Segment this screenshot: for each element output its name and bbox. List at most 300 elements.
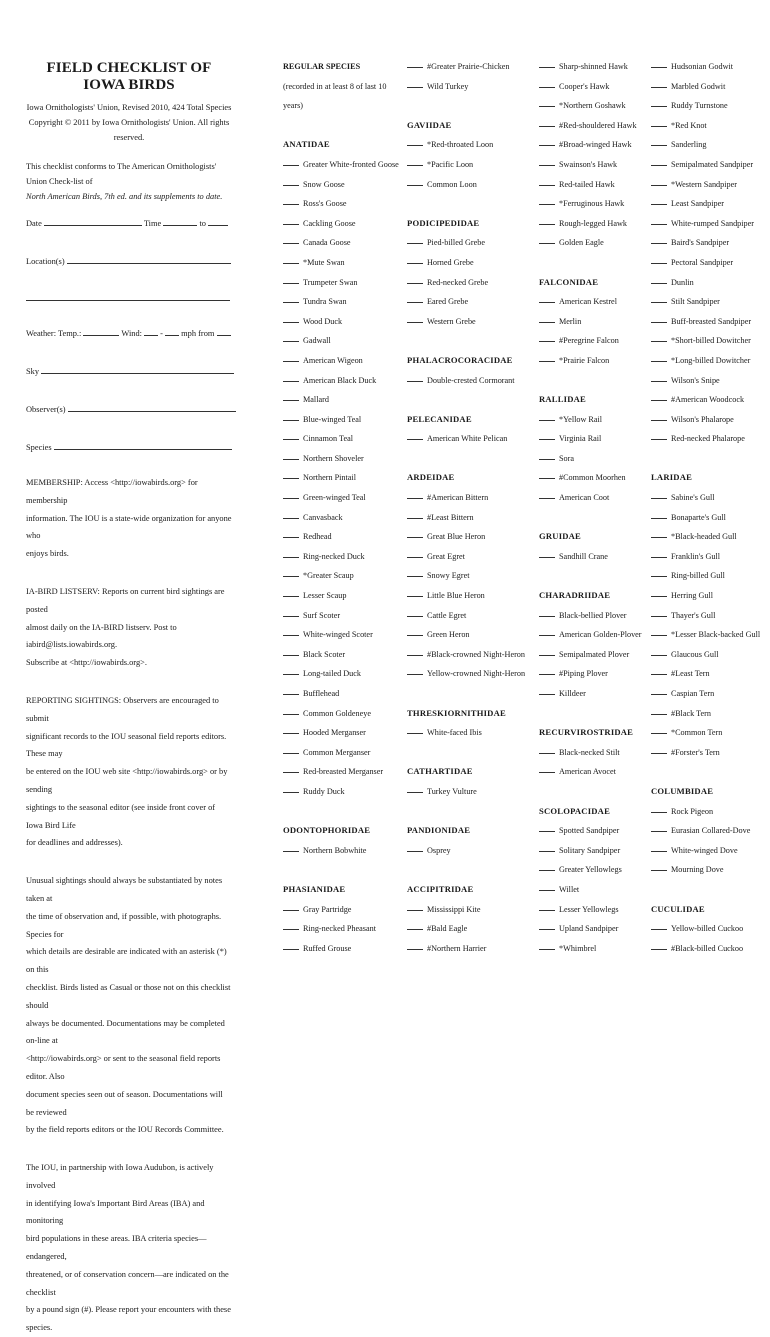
checkbox-line[interactable] [539, 214, 555, 225]
species-row[interactable] [539, 664, 644, 684]
observers-input-line[interactable] [68, 403, 236, 412]
checkbox-line[interactable] [539, 625, 555, 636]
species-row[interactable] [283, 273, 395, 293]
species-row[interactable] [539, 547, 644, 567]
species-row[interactable] [539, 821, 644, 841]
species-row[interactable] [651, 684, 763, 704]
checkbox-line[interactable] [283, 566, 299, 577]
spacer [651, 762, 763, 782]
species-row[interactable] [407, 253, 529, 273]
species-row[interactable] [651, 371, 763, 391]
checkbox-line[interactable] [651, 743, 667, 754]
species-row[interactable] [283, 566, 395, 586]
species-row[interactable] [539, 233, 644, 253]
species-row[interactable] [407, 645, 529, 665]
checkbox-line[interactable] [539, 312, 555, 323]
species-row[interactable] [283, 233, 395, 253]
species-row[interactable] [651, 155, 763, 175]
wind-max-input-line[interactable] [165, 327, 179, 336]
species-row[interactable] [651, 292, 763, 312]
checkbox-line[interactable] [651, 645, 667, 656]
checkbox-line[interactable] [283, 468, 299, 479]
checkbox-line[interactable] [283, 625, 299, 636]
species-row[interactable] [651, 253, 763, 273]
species-row[interactable] [407, 175, 529, 195]
species-row[interactable] [539, 939, 644, 959]
species-row[interactable] [407, 664, 529, 684]
species-row[interactable] [651, 488, 763, 508]
checkbox-line[interactable] [539, 664, 555, 675]
species-row[interactable] [283, 704, 395, 724]
checkbox-line[interactable] [407, 606, 423, 617]
species-row[interactable] [407, 429, 529, 449]
checkbox-line[interactable] [407, 312, 423, 323]
species-row[interactable] [651, 527, 763, 547]
species-row[interactable] [651, 96, 763, 116]
checkbox-line[interactable] [539, 939, 555, 950]
checkbox-line[interactable] [283, 919, 299, 930]
checkbox-line[interactable] [283, 841, 299, 852]
species-row[interactable] [283, 468, 395, 488]
species-row[interactable] [539, 410, 644, 430]
location-extra-input-line[interactable] [26, 292, 230, 301]
checkbox-line[interactable] [539, 900, 555, 911]
species-row[interactable] [407, 77, 529, 97]
checkbox-line[interactable] [539, 762, 555, 773]
weather-field[interactable] [26, 327, 232, 338]
checkbox-line[interactable] [651, 547, 667, 558]
checkbox-line[interactable] [283, 390, 299, 401]
checkbox-line[interactable] [539, 821, 555, 832]
checkbox-line[interactable] [283, 939, 299, 950]
checkbox-line[interactable] [539, 429, 555, 440]
species-row[interactable] [539, 488, 644, 508]
checkbox-line[interactable] [539, 410, 555, 421]
checkbox-line[interactable] [651, 253, 667, 264]
species-row[interactable] [539, 135, 644, 155]
checkbox-line[interactable] [283, 684, 299, 695]
checkbox-line[interactable] [651, 586, 667, 597]
species-row[interactable] [407, 586, 529, 606]
location-extra-field[interactable] [26, 292, 232, 303]
species-row[interactable] [651, 194, 763, 214]
time-end-input-line[interactable] [208, 217, 228, 226]
species-row[interactable] [283, 312, 395, 332]
checkbox-line[interactable] [539, 547, 555, 558]
species-row[interactable] [539, 429, 644, 449]
checkbox-line[interactable] [539, 331, 555, 342]
checkbox-line[interactable] [651, 175, 667, 186]
species-row[interactable] [651, 939, 763, 959]
checkbox-line[interactable] [283, 175, 299, 186]
date-time-field[interactable] [26, 217, 232, 228]
checkbox-line[interactable] [651, 488, 667, 499]
checkbox-line[interactable] [283, 292, 299, 303]
species-row[interactable] [651, 723, 763, 743]
species-row[interactable] [539, 880, 644, 900]
checkbox-line[interactable] [283, 449, 299, 460]
species-row[interactable] [283, 214, 395, 234]
checkbox-line[interactable] [539, 194, 555, 205]
species-row[interactable] [407, 488, 529, 508]
checkbox-line[interactable] [651, 919, 667, 930]
species-row[interactable] [283, 253, 395, 273]
checkbox-line[interactable] [283, 664, 299, 675]
species-row[interactable] [539, 194, 644, 214]
species-row[interactable] [283, 684, 395, 704]
species-row[interactable] [407, 606, 529, 626]
species-row[interactable] [539, 684, 644, 704]
checkbox-line[interactable] [283, 606, 299, 617]
checkbox-line[interactable] [539, 96, 555, 107]
species-row[interactable] [283, 371, 395, 391]
checkbox-line[interactable] [407, 508, 423, 519]
species-row[interactable] [651, 919, 763, 939]
checkbox-line[interactable] [283, 782, 299, 793]
species-row[interactable] [651, 508, 763, 528]
species-row[interactable] [651, 135, 763, 155]
checkbox-line[interactable] [651, 390, 667, 401]
species-row[interactable] [651, 841, 763, 861]
species-row[interactable] [407, 939, 529, 959]
species-row[interactable] [283, 664, 395, 684]
checkbox-line[interactable] [651, 704, 667, 715]
date-input-line[interactable] [44, 217, 142, 226]
checkbox-line[interactable] [407, 135, 423, 146]
checkbox-line[interactable] [539, 743, 555, 754]
species-row[interactable] [651, 312, 763, 332]
species-row[interactable] [407, 292, 529, 312]
checkbox-line[interactable] [407, 429, 423, 440]
checkbox-line[interactable] [283, 214, 299, 225]
checkbox-line[interactable] [651, 684, 667, 695]
checkbox-line[interactable] [407, 919, 423, 930]
checkbox-line[interactable] [283, 351, 299, 362]
checkbox-line[interactable] [539, 468, 555, 479]
checkbox-line[interactable] [283, 273, 299, 284]
species-row[interactable] [283, 527, 395, 547]
species-row[interactable] [283, 586, 395, 606]
species-row[interactable] [283, 900, 395, 920]
checkbox-line[interactable] [283, 233, 299, 244]
species-row[interactable] [283, 508, 395, 528]
checkbox-line[interactable] [539, 351, 555, 362]
checkbox-line[interactable] [651, 155, 667, 166]
species-row[interactable] [539, 762, 644, 782]
species-row[interactable] [651, 586, 763, 606]
checkbox-line[interactable] [651, 841, 667, 852]
species-row[interactable] [407, 547, 529, 567]
checkbox-line[interactable] [651, 802, 667, 813]
species-row[interactable] [283, 449, 395, 469]
species-row[interactable] [539, 57, 644, 77]
checkbox-line[interactable] [283, 547, 299, 558]
checkbox-line[interactable] [539, 645, 555, 656]
species-row[interactable] [539, 116, 644, 136]
species-row[interactable] [407, 508, 529, 528]
species-row[interactable] [539, 625, 644, 645]
checkbox-line[interactable] [283, 508, 299, 519]
checkbox-line[interactable] [407, 155, 423, 166]
species-row[interactable] [539, 645, 644, 665]
checkbox-line[interactable] [539, 135, 555, 146]
checkbox-line[interactable] [407, 233, 423, 244]
location-field[interactable] [26, 255, 232, 266]
species-row[interactable] [651, 743, 763, 763]
checkbox-line[interactable] [283, 410, 299, 421]
checkbox-line[interactable] [283, 762, 299, 773]
checkbox-line[interactable] [407, 547, 423, 558]
species-row[interactable] [651, 606, 763, 626]
species-row[interactable] [539, 606, 644, 626]
checkbox-line[interactable] [407, 841, 423, 852]
checkbox-line[interactable] [651, 96, 667, 107]
checkbox-line[interactable] [283, 704, 299, 715]
checkbox-line[interactable] [407, 782, 423, 793]
checkbox-line[interactable] [283, 371, 299, 382]
species-row[interactable] [283, 762, 395, 782]
species-row[interactable] [651, 273, 763, 293]
checkbox-line[interactable] [651, 312, 667, 323]
species-row[interactable] [539, 449, 644, 469]
species-row[interactable] [283, 606, 395, 626]
species-row[interactable] [539, 214, 644, 234]
checkbox-line[interactable] [407, 292, 423, 303]
checkbox-line[interactable] [651, 194, 667, 205]
species-row[interactable] [283, 625, 395, 645]
species-row[interactable] [539, 841, 644, 861]
checkbox-line[interactable] [407, 586, 423, 597]
species-row[interactable] [407, 900, 529, 920]
checkbox-line[interactable] [651, 57, 667, 68]
species-row[interactable] [651, 802, 763, 822]
species-row[interactable] [283, 410, 395, 430]
species-row[interactable] [539, 77, 644, 97]
species-row[interactable] [283, 645, 395, 665]
checkbox-line[interactable] [651, 606, 667, 617]
species-row[interactable] [283, 547, 395, 567]
species-row[interactable] [407, 233, 529, 253]
checkbox-line[interactable] [407, 77, 423, 88]
species-row[interactable] [283, 723, 395, 743]
species-row[interactable] [283, 743, 395, 763]
species-row[interactable] [651, 233, 763, 253]
checkbox-line[interactable] [651, 410, 667, 421]
checkbox-line[interactable] [407, 57, 423, 68]
checkbox-line[interactable] [539, 116, 555, 127]
checkbox-line[interactable] [283, 312, 299, 323]
checkbox-line[interactable] [407, 273, 423, 284]
checkbox-line[interactable] [283, 331, 299, 342]
species-row[interactable] [651, 351, 763, 371]
checkbox-line[interactable] [283, 488, 299, 499]
species-row[interactable] [283, 175, 395, 195]
species-row[interactable] [283, 429, 395, 449]
checkbox-line[interactable] [651, 351, 667, 362]
checkbox-line[interactable] [539, 860, 555, 871]
checkbox-line[interactable] [651, 135, 667, 146]
species-row[interactable] [651, 429, 763, 449]
checkbox-line[interactable] [539, 155, 555, 166]
species-row[interactable] [539, 312, 644, 332]
species-row[interactable] [283, 919, 395, 939]
species-row[interactable] [539, 175, 644, 195]
checkbox-line[interactable] [283, 194, 299, 205]
species-row[interactable] [651, 410, 763, 430]
species-row[interactable] [539, 331, 644, 351]
species-row[interactable] [651, 704, 763, 724]
species-row[interactable] [651, 645, 763, 665]
checkbox-line[interactable] [651, 273, 667, 284]
species-row[interactable] [407, 312, 529, 332]
species-row[interactable] [539, 468, 644, 488]
species-row[interactable] [283, 390, 395, 410]
species-row[interactable] [407, 782, 529, 802]
checkbox-line[interactable] [407, 625, 423, 636]
checkbox-line[interactable] [407, 939, 423, 950]
species-row[interactable] [283, 331, 395, 351]
species-row[interactable] [651, 860, 763, 880]
checkbox-line[interactable] [651, 821, 667, 832]
species-row[interactable] [407, 57, 529, 77]
species-row[interactable] [651, 566, 763, 586]
checkbox-line[interactable] [651, 566, 667, 577]
checkbox-line[interactable] [539, 606, 555, 617]
checkbox-line[interactable] [283, 723, 299, 734]
checkbox-line[interactable] [651, 508, 667, 519]
species-row[interactable] [283, 155, 399, 175]
wind-direction-input-line[interactable] [217, 327, 231, 336]
species-row[interactable] [283, 782, 395, 802]
species-row[interactable] [651, 664, 763, 684]
species-row[interactable] [407, 371, 529, 391]
species-row[interactable] [651, 547, 763, 567]
species-row[interactable] [539, 292, 644, 312]
species-row[interactable] [651, 821, 763, 841]
species-row[interactable] [651, 175, 763, 195]
checkbox-line[interactable] [407, 645, 423, 656]
species-row[interactable] [283, 194, 395, 214]
checkbox-line[interactable] [539, 684, 555, 695]
checkbox-line[interactable] [651, 939, 667, 950]
checkbox-line[interactable] [539, 919, 555, 930]
sky-input-line[interactable] [41, 365, 234, 374]
species-row[interactable] [407, 135, 529, 155]
checkbox-line[interactable] [407, 664, 423, 675]
species-row[interactable] [539, 351, 644, 371]
species-row[interactable] [539, 96, 644, 116]
checkbox-line[interactable] [651, 233, 667, 244]
checkbox-line[interactable] [407, 527, 423, 538]
checkbox-line[interactable] [651, 371, 667, 382]
species-row[interactable] [283, 351, 395, 371]
species-row[interactable] [283, 488, 395, 508]
checkbox-line[interactable] [651, 292, 667, 303]
checkbox-line[interactable] [283, 253, 299, 264]
checkbox-line[interactable] [407, 253, 423, 264]
temp-input-line[interactable] [83, 327, 119, 336]
species-row[interactable] [539, 919, 644, 939]
wind-min-input-line[interactable] [144, 327, 158, 336]
observers-field[interactable] [26, 403, 232, 414]
species-row[interactable] [407, 625, 529, 645]
species-row[interactable] [651, 77, 763, 97]
checkbox-line[interactable] [283, 586, 299, 597]
checkbox-line[interactable] [539, 841, 555, 852]
checkbox-line[interactable] [651, 527, 667, 538]
species-row[interactable] [407, 841, 529, 861]
species-row[interactable] [651, 331, 763, 351]
checkbox-line[interactable] [407, 566, 423, 577]
species-input-line[interactable] [54, 441, 232, 450]
checkbox-line[interactable] [651, 116, 667, 127]
species-row[interactable] [407, 155, 529, 175]
species-row[interactable] [407, 527, 529, 547]
checkbox-line[interactable] [407, 175, 423, 186]
location-input-line[interactable] [67, 255, 231, 264]
checkbox-line[interactable] [651, 331, 667, 342]
checkbox-line[interactable] [539, 77, 555, 88]
checkbox-line[interactable] [651, 429, 667, 440]
checkbox-line[interactable] [651, 214, 667, 225]
species-row[interactable] [539, 743, 644, 763]
species-row[interactable] [651, 625, 763, 645]
species-row[interactable] [651, 57, 763, 77]
species-row[interactable] [651, 116, 763, 136]
species-row[interactable] [651, 390, 763, 410]
checkbox-line[interactable] [651, 860, 667, 871]
species-row[interactable] [407, 919, 529, 939]
species-row[interactable] [407, 723, 529, 743]
checkbox-line[interactable] [407, 371, 423, 382]
checkbox-line[interactable] [283, 645, 299, 656]
species-name: Horned Grebe [427, 257, 474, 267]
checkbox-line[interactable] [283, 900, 299, 911]
checkbox-line[interactable] [407, 723, 423, 734]
species-row[interactable] [651, 214, 763, 234]
species-name: Wilson's Snipe [671, 375, 720, 385]
checkbox-line[interactable] [283, 429, 299, 440]
checkbox-line[interactable] [539, 175, 555, 186]
species-count-field[interactable] [26, 441, 232, 452]
species-row[interactable] [407, 566, 529, 586]
species-row[interactable] [539, 155, 644, 175]
checkbox-line[interactable] [539, 449, 555, 460]
checkbox-line[interactable] [407, 488, 423, 499]
species-row[interactable] [283, 939, 395, 959]
checkbox-line[interactable] [651, 625, 667, 636]
checkbox-line[interactable] [539, 880, 555, 891]
species-row[interactable] [539, 900, 644, 920]
species-row[interactable] [539, 860, 644, 880]
species-row[interactable] [407, 273, 529, 293]
time-start-input-line[interactable] [163, 217, 197, 226]
species-row[interactable] [283, 292, 395, 312]
checkbox-line[interactable] [651, 723, 667, 734]
sky-field[interactable] [26, 365, 232, 376]
checkbox-line[interactable] [651, 664, 667, 675]
checkbox-line[interactable] [407, 900, 423, 911]
checkbox-line[interactable] [651, 77, 667, 88]
species-row[interactable] [283, 841, 395, 861]
checkbox-line[interactable] [283, 743, 299, 754]
checkbox-line[interactable] [539, 233, 555, 244]
checkbox-line[interactable] [539, 488, 555, 499]
checkbox-line[interactable] [539, 57, 555, 68]
checkbox-line[interactable] [283, 527, 299, 538]
checkbox-line[interactable] [539, 292, 555, 303]
checkbox-line[interactable] [283, 155, 299, 166]
